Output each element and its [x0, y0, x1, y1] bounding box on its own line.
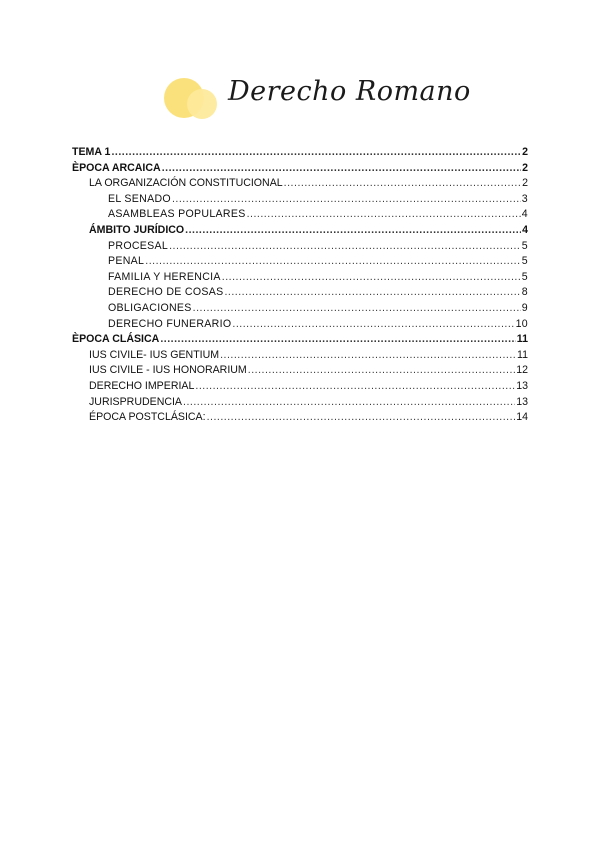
toc-entry-label: ÈPOCA CLÁSICA [72, 333, 160, 346]
toc-entry-label: DERECHO FUNERARIO [108, 317, 232, 330]
toc-page-number: 11 [516, 333, 528, 346]
toc-leader-dots [172, 192, 521, 208]
toc-page-number: 12 [516, 364, 528, 377]
toc-page-number: 13 [516, 379, 528, 392]
toc-entry[interactable] [72, 239, 528, 255]
table-of-contents [72, 145, 528, 426]
toc-leader-dots [284, 176, 521, 192]
toc-entry-label: OBLIGACIONES [108, 301, 192, 314]
toc-leader-dots [169, 239, 521, 255]
toc-page-number: 14 [516, 411, 528, 424]
toc-entry-label: LA ORGANIZACIÓN CONSTITUCIONAL [89, 177, 283, 190]
toc-entry[interactable] [72, 254, 528, 270]
toc-entry-label: ÈPOCA ARCAICA [72, 161, 161, 174]
toc-page-number: 8 [521, 286, 528, 299]
toc-entry-label: JURISPRUDENCIA [89, 395, 183, 408]
toc-entry-label: TEMA 1 [72, 146, 111, 158]
toc-entry-label: PROCESAL [108, 239, 169, 252]
toc-entry[interactable] [72, 363, 528, 379]
toc-entry[interactable] [72, 161, 528, 177]
toc-page-number: 11 [517, 348, 528, 361]
toc-page-number: 4 [521, 208, 528, 221]
toc-leader-dots [207, 410, 516, 426]
toc-entry[interactable] [72, 207, 528, 223]
toc-entry[interactable] [72, 223, 528, 239]
toc-leader-dots [195, 379, 515, 395]
document-header [0, 70, 600, 130]
toc-page-number: 2 [522, 146, 528, 158]
toc-leader-dots [247, 207, 521, 223]
toc-entry-label: IUS CIVILE- IUS GENTIUM [89, 348, 220, 361]
toc-entry[interactable] [72, 410, 528, 426]
toc-entry[interactable] [72, 285, 528, 301]
toc-entry-label: ÉPOCA POSTCLÁSICA: [89, 411, 206, 424]
toc-entry[interactable] [72, 332, 528, 348]
toc-page-number: 5 [521, 255, 528, 268]
toc-entry[interactable] [72, 317, 528, 333]
toc-leader-dots [162, 161, 521, 177]
toc-entry[interactable] [72, 395, 528, 411]
toc-leader-dots [183, 395, 515, 411]
toc-page-number: 5 [521, 270, 528, 283]
toc-leader-dots [222, 270, 521, 286]
toc-entry-label: IUS CIVILE - IUS HONORARIUM [89, 364, 247, 377]
toc-entry[interactable] [72, 145, 528, 161]
toc-leader-dots [145, 254, 521, 270]
toc-page-number: 9 [521, 301, 528, 314]
toc-entry[interactable] [72, 379, 528, 395]
toc-leader-dots [111, 145, 521, 161]
toc-entry[interactable] [72, 270, 528, 286]
toc-entry[interactable] [72, 192, 528, 208]
toc-entry[interactable] [72, 348, 528, 364]
toc-entry[interactable] [72, 301, 528, 317]
toc-page-number: 3 [521, 192, 528, 205]
toc-entry-label: ASAMBLEAS POPULARES [108, 208, 246, 221]
toc-page-number: 10 [515, 317, 528, 330]
toc-page-number: 5 [521, 239, 528, 252]
toc-entry-label: EL SENADO [108, 192, 171, 205]
toc-leader-dots [220, 348, 516, 364]
toc-page-number: 4 [522, 223, 528, 236]
toc-entry-label: PENAL [108, 255, 145, 268]
toc-leader-dots [193, 301, 521, 317]
toc-leader-dots [185, 223, 521, 239]
toc-leader-dots [160, 332, 515, 348]
toc-page-number: 2 [522, 177, 528, 190]
toc-page-number: 13 [516, 395, 528, 408]
toc-page-number: 2 [522, 161, 528, 174]
toc-leader-dots [248, 363, 515, 379]
toc-leader-dots [232, 317, 514, 333]
toc-entry-label: FAMILIA Y HERENCIA [108, 270, 221, 283]
yellow-circles-logo-icon [160, 76, 220, 122]
toc-leader-dots [224, 285, 520, 301]
document-title: Derecho Romano [228, 76, 471, 107]
toc-entry-label: ÁMBITO JURÍDICO [89, 223, 185, 236]
toc-entry[interactable] [72, 176, 528, 192]
toc-entry-label: DERECHO DE COSAS [108, 286, 224, 299]
toc-entry-label: DERECHO IMPERIAL [89, 379, 195, 392]
